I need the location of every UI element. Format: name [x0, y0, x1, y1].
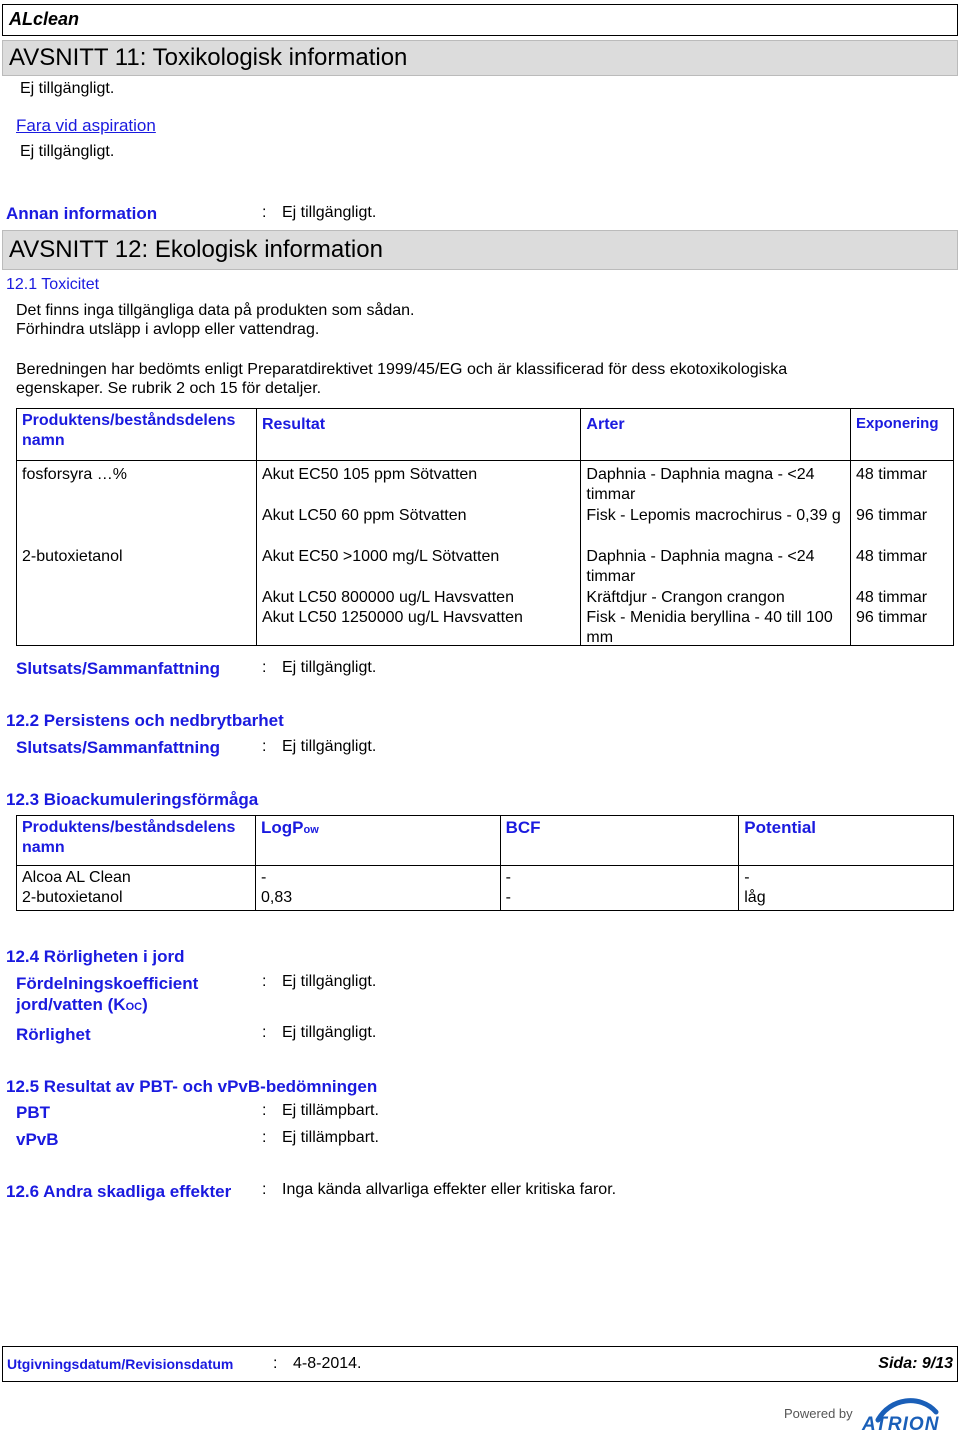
aspiration-link[interactable]: Fara vid aspiration: [16, 116, 156, 135]
koc-label-line1: Fördelningskoefficient: [16, 974, 199, 993]
pbt-value: Ej tillämpbart.: [282, 1102, 379, 1119]
subsection-12-5: 12.5 Resultat av PBT- och vPvB-bedömningen: [6, 1077, 378, 1096]
list-item: -: [744, 869, 750, 886]
p1-line2: Förhindra utsläpp i avlopp eller vattendrag.: [16, 321, 320, 338]
bio-name-cell: [17, 866, 256, 911]
bio-col-name: Produktens/beståndsdelens namn: [17, 816, 256, 866]
product-name: ALclean: [9, 9, 80, 29]
table-row-result: Akut EC50 105 ppm Sötvatten: [261, 466, 478, 483]
colon: :: [273, 1355, 278, 1372]
logp-subscript: ow: [303, 824, 319, 836]
subsection-12-4: 12.4 Rörligheten i jord: [6, 947, 185, 966]
mobility-value: Ej tillgängligt.: [282, 1024, 377, 1041]
p2-line1: Beredningen har bedömts enligt Preparatdirektivet 1999/45/EG och är klassificerad för dess ekotoxikologiska: [16, 361, 788, 378]
table-row-result: Akut LC50 60 ppm Sötvatten: [261, 507, 467, 524]
name-cell: [17, 461, 257, 646]
list-item: -: [260, 869, 267, 886]
col-header-exposure: Exponering: [851, 409, 954, 461]
list-item: 0,83: [260, 889, 293, 906]
section-12-title-bar: [2, 230, 958, 270]
section-11-title: AVSNITT 11: Toxikologisk information: [9, 44, 408, 71]
subsection-12-6: 12.6 Andra skadliga effekter: [6, 1182, 232, 1201]
table-row-exposure: 48 timmar: [856, 466, 928, 483]
colon: :: [262, 1102, 267, 1119]
koc-value: Ej tillgängligt.: [282, 973, 377, 990]
table-row-exposure: 48 timmar: [856, 548, 928, 565]
bio-col-bcf: BCF: [500, 816, 739, 866]
table-row-result: Akut EC50 >1000 mg/L Sötvatten: [261, 548, 500, 565]
summary-2-value: Ej tillgängligt.: [282, 738, 377, 755]
p2-line2: egenskaper. Se rubrik 2 och 15 för detaljer.: [16, 380, 322, 397]
toxicity-body-row: [17, 461, 954, 646]
other-info-label: Annan information: [6, 204, 158, 223]
bioaccumulation-table: [16, 815, 954, 911]
pbt-label: PBT: [16, 1103, 50, 1122]
list-item: -: [505, 889, 511, 906]
table-row-species: Daphnia - Daphnia magna - <24 timmar: [586, 466, 815, 503]
logp-label: LogP: [260, 818, 304, 837]
mobility-label: Rörlighet: [16, 1025, 91, 1044]
table-row-exposure: 48 timmar: [856, 589, 928, 606]
summary-1-label: Slutsats/Sammanfattning: [16, 659, 221, 678]
koc-label-text: jord/vatten (K: [16, 995, 126, 1014]
table-row-result: Akut LC50 1250000 ug/L Havsvatten: [261, 609, 523, 626]
list-item: låg: [744, 889, 766, 906]
subsection-12-1: 12.1 Toxicitet: [6, 276, 100, 293]
page-number: Sida: 9/13: [878, 1355, 953, 1372]
result-cell: [256, 461, 580, 646]
list-item: 2-butoxietanol: [22, 889, 123, 906]
table-row-exposure: 96 timmar: [856, 507, 928, 524]
bio-col-logp: [255, 816, 500, 866]
table-row-result: Akut LC50 800000 ug/L Havsvatten: [261, 589, 514, 606]
bio-header-row: [17, 816, 954, 866]
other-effects-value: Inga kända allvarliga effekter eller kritiska faror.: [282, 1181, 617, 1198]
document-footer: [2, 1346, 958, 1382]
atrion-brand: ATRION: [862, 1414, 940, 1435]
colon: :: [262, 1181, 267, 1198]
summary-2-label: Slutsats/Sammanfattning: [16, 738, 221, 757]
bio-potential-cell: [739, 866, 954, 911]
species-cell: [581, 461, 851, 646]
col-header-name: Produktens/beståndsdelens namn: [17, 409, 257, 461]
list-item: -: [505, 869, 511, 886]
bio-body-row: [17, 866, 954, 911]
vpvb-label: vPvB: [16, 1130, 59, 1149]
s11-text-1: Ej tillgängligt.: [20, 80, 115, 97]
exposure-cell: [851, 461, 954, 646]
koc-label-end: ): [142, 995, 148, 1014]
section-11-title-bar: [2, 40, 958, 76]
table-row-species: Fisk - Menidia beryllina - 40 till 100 mm: [586, 609, 833, 646]
summary-1-value: Ej tillgängligt.: [282, 659, 377, 676]
table-row-species: Daphnia - Daphnia magna - <24 timmar: [586, 548, 815, 585]
col-header-species: Arter: [581, 409, 851, 461]
section-12-title: AVSNITT 12: Ekologisk information: [9, 236, 383, 263]
table-row-exposure: 96 timmar: [856, 609, 928, 626]
toxicity-table: [16, 408, 954, 646]
subsection-12-2: 12.2 Persistens och nedbrytbarhet: [6, 711, 284, 730]
colon: :: [262, 1024, 267, 1041]
table-row-name: fosforsyra …%: [22, 466, 127, 483]
colon: :: [262, 973, 267, 990]
koc-label-subscript: OC: [125, 1001, 143, 1013]
colon: :: [262, 1129, 267, 1146]
list-item: Alcoa AL Clean: [22, 869, 131, 886]
bio-col-potential: Potential: [739, 816, 954, 866]
other-info-value: Ej tillgängligt.: [282, 204, 377, 221]
table-row-species: Kräftdjur - Crangon crangon: [586, 589, 785, 606]
table-row-name: 2-butoxietanol: [22, 548, 123, 565]
issue-date-value: 4-8-2014.: [293, 1355, 362, 1372]
document-header: [2, 4, 958, 36]
vpvb-value: Ej tillämpbart.: [282, 1129, 379, 1146]
bio-logp-cell: [255, 866, 500, 911]
powered-by-text: Powered by: [784, 1406, 853, 1421]
p1-line1: Det finns inga tillgängliga data på produkten som sådan.: [16, 302, 415, 319]
table-row-species: Fisk - Lepomis macrochirus - 0,39 g: [586, 507, 841, 524]
colon: :: [262, 659, 267, 676]
bio-bcf-cell: [500, 866, 739, 911]
powered-by-logo: [784, 1392, 956, 1436]
colon: :: [262, 738, 267, 755]
issue-date-label: Utgivningsdatum/Revisionsdatum: [7, 1356, 234, 1372]
subsection-12-3: 12.3 Bioackumuleringsförmåga: [6, 790, 259, 809]
colon: :: [262, 204, 267, 221]
col-header-result: Resultat: [256, 409, 580, 461]
s11-text-2: Ej tillgängligt.: [20, 143, 115, 160]
toxicity-header-row: [17, 409, 954, 461]
koc-label-line2: [16, 995, 148, 1015]
